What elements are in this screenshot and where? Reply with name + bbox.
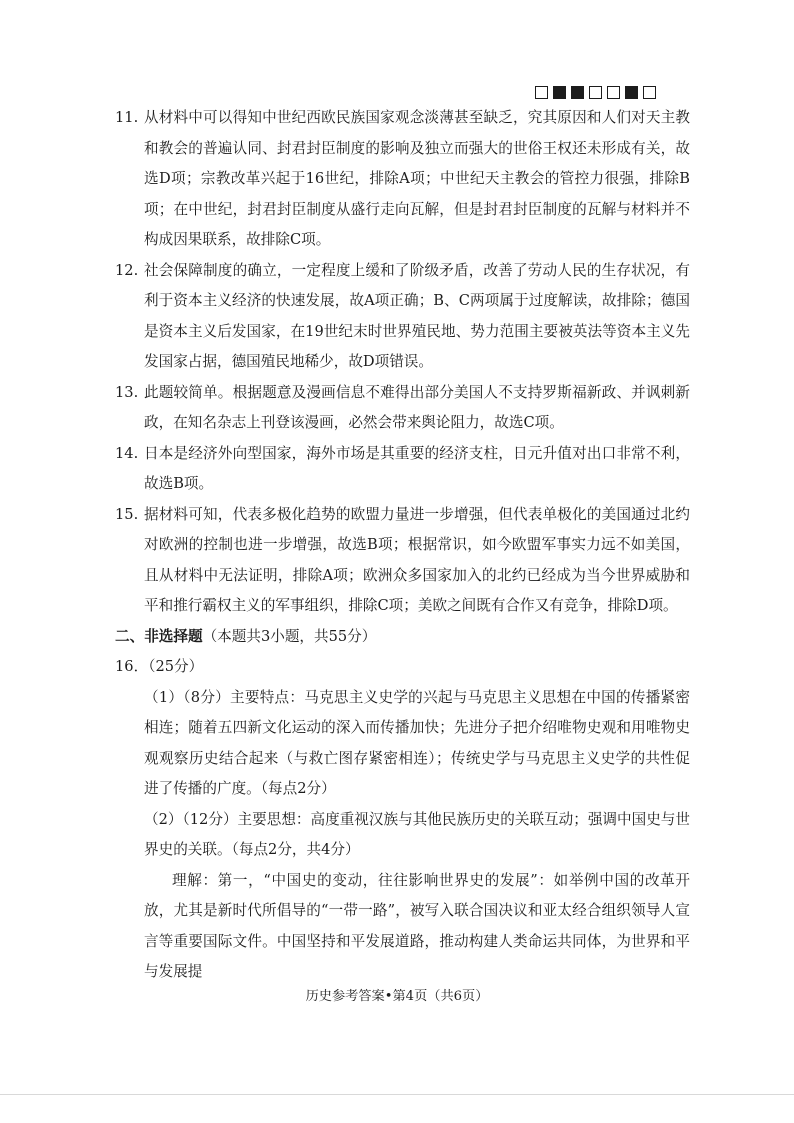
code-square: [589, 86, 602, 99]
item-text: 据材料可知，代表多极化趋势的欧盟力量进一步增强，但代表单极化的美国通过北约对欧洲的控制也进一步增强，故选B项；根据常识，如今欧盟军事实力远不如美国，且从材料中无法证明，排除A项；欧洲众多国家加入的北约已经成为当今世界威胁和平和推行霸权主义的军事组织，排除C项；美欧之间既有合作又有竞争，排除D项。: [144, 505, 690, 614]
question-16-heading: 16．（25分）: [115, 658, 204, 675]
question-16-understanding: 理解：第一，“中国史的变动，往往影响世界史的发展”：如举例中国的改革开放，尤其是新时代所倡导的“一带一路”，被写入联合国决议和亚太经合组织领导人宣言等重要国际文件。中国坚持和平发展道路，推动构建人类命运共同体，为世界和平与发展提: [144, 871, 690, 980]
item-text: 此题较简单。根据题意及漫画信息不难得出部分美国人不支持罗斯福新政、并讽刺新政，在知名杂志上刊登该漫画，必然会带来舆论阻力，故选C项。: [144, 383, 690, 431]
bottom-divider: [0, 1094, 794, 1095]
section-title: 二、非选择题: [115, 627, 203, 645]
code-square: [535, 86, 548, 99]
answer-item-15: [115, 500, 690, 622]
item-number: 14.: [115, 444, 139, 462]
answer-content: [115, 103, 690, 988]
code-square: [571, 86, 584, 99]
question-16-part-2: （2）（12分）主要思想：高度重视汉族与其他民族历史的关联互动；强调中国史与世界史的关联。（每点2分，共4分）: [144, 810, 690, 858]
code-square: [625, 86, 638, 99]
item-number: 12.: [115, 261, 139, 279]
question-16-part-1: （1）（8分）主要特点：马克思主义史学的兴起与马克思主义思想在中国的传播紧密相连；随着五四新文化运动的深入而传播加快；先进分子把介绍唯物史观和用唯物史观观察历史结合起来（与救亡图存紧密相连）；传统史学与马克思主义史学的共性促进了传播的广度。（每点2分）: [144, 688, 690, 797]
page-code-squares: [535, 86, 656, 99]
code-square: [553, 86, 566, 99]
item-number: 15.: [115, 505, 139, 523]
item-number: 11.: [115, 109, 139, 126]
section-note: （本题共3小题，共55分）: [202, 627, 377, 645]
item-text: 日本是经济外向型国家，海外市场是其重要的经济支柱，日元升值对出口非常不利，故选B项。: [144, 444, 690, 492]
item-number: 13.: [115, 383, 139, 401]
answer-item-13: [115, 378, 690, 439]
section-heading: [115, 622, 690, 653]
answer-item-11: [115, 103, 690, 256]
answer-item-14: [115, 439, 690, 500]
code-square: [643, 86, 656, 99]
page-footer: 历史参考答案•第4页（共6页）: [305, 989, 489, 1004]
item-text: 社会保障制度的确立，一定程度上缓和了阶级矛盾，改善了劳动人民的生存状况，有利于资本主义经济的快速发展，故A项正确；B、C两项属于过度解读，故排除；德国是资本主义后发国家，在19世纪末时世界殖民地、势力范围主要被英法等资本主义先发国家占据，德国殖民地稀少，故D项错误。: [144, 261, 690, 370]
answer-item-12: [115, 256, 690, 378]
code-square: [607, 86, 620, 99]
item-text: 从材料中可以得知中世纪西欧民族国家观念淡薄甚至缺乏，究其原因和人们对天主教和教会的普遍认同、封君封臣制度的影响及独立而强大的世俗王权还未形成有关，故选D项；宗教改革兴起于16世纪，排除A项；中世纪天主教会的管控力很强，排除B项；在中世纪，封君封臣制度从盛行走向瓦解，但是封君封臣制度的瓦解与材料并不构成因果联系，故排除C项。: [144, 109, 690, 248]
